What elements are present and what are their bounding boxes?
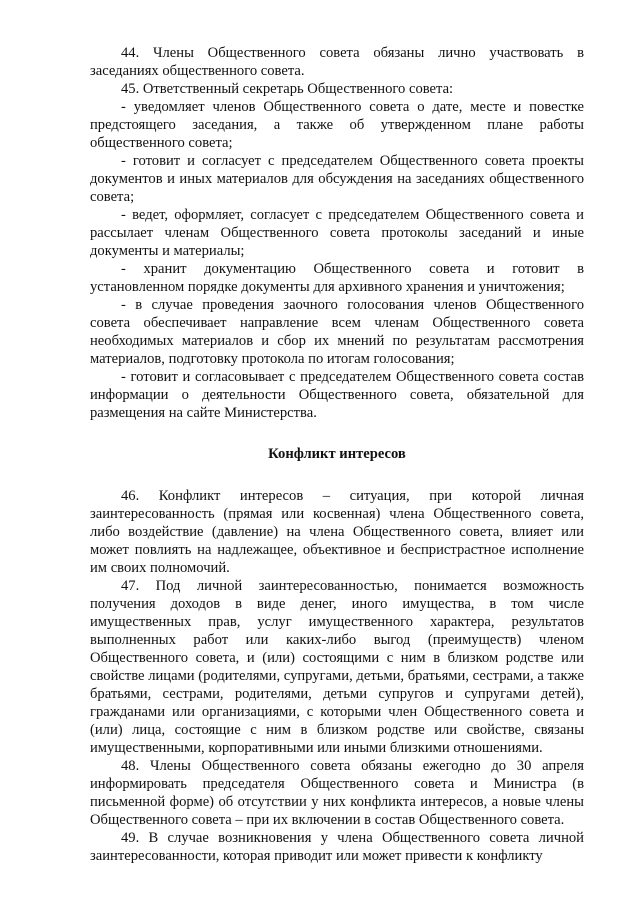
list-item-site-info: - готовит и согласовывает с председателем Общественного совета состав информации о деятельности Общественного совета, обязательной для размещения на сайте Министерства. xyxy=(90,369,584,421)
list-item-absentee-vote: - в случае проведения заочного голосования членов Общественного совета обеспечивает направление всем членам Общественного совета необходимых материалов и сбор их мнений по результатам рассмотрения материалов, подготовку протокола по итогам голосования; xyxy=(90,297,584,367)
document-page xyxy=(90,44,584,865)
paragraph-47: 47. Под личной заинтересованностью, понимается возможность получения доходов в виде денег, иного имущества, в том числе имущественных прав, услуг имущественного характера, результатов выполненных работ или каких-либо выгод (преимуществ) членом Общественного совета, и (или) состоящими с ним в близком родстве или свойстве лицами (родителями, супругами, детьми, братьями, сестрами, а также братьями, сестрами, родителями, детьми супругов и супругами детей), гражданами или организациями, с которыми член Общественного совета и (или) лица, состоящие с ним в близком родстве или свойстве, связаны имущественными, корпоративными или иными близкими отношениями. xyxy=(90,578,584,756)
list-item-archive: - хранит документацию Общественного совета и готовит в установленном порядке документы для архивного хранения и уничтожения; xyxy=(90,261,584,295)
paragraph-44: 44. Члены Общественного совета обязаны лично участвовать в заседаниях общественного совета. xyxy=(90,45,584,79)
list-item-protocols: - ведет, оформляет, согласует с председателем Общественного совета и рассылает членам Общественного совета протоколы заседаний и иные документы и материалы; xyxy=(90,207,584,259)
list-item-prepare: - готовит и согласует с председателем Общественного совета проекты документов и иных материалов для обсуждения на заседаниях общественного совета; xyxy=(90,153,584,205)
paragraph-49: 49. В случае возникновения у члена Общественного совета личной заинтересованности, которая приводит или может привести к конфликту xyxy=(90,830,584,864)
paragraph-46: 46. Конфликт интересов – ситуация, при которой личная заинтересованность (прямая или косвенная) члена Общественного совета, либо воздействие (давление) на члена Общественного совета, влияет или может повлиять на надлежащее, объективное и беспристрастное исполнение им своих полномочий. xyxy=(90,488,584,576)
list-item-notify: - уведомляет членов Общественного совета о дате, месте и повестке предстоящего заседания, а также об утвержденном плане работы общественного совета; xyxy=(90,99,584,151)
paragraph-48: 48. Члены Общественного совета обязаны ежегодно до 30 апреля информировать председателя Общественного совета и Министра (в письменной форме) об отсутствии у них конфликта интересов, а новые члены Общественного совета – при их включении в состав Общественного совета. xyxy=(90,758,584,828)
section-heading: Конфликт интересов xyxy=(268,446,406,462)
paragraph-45: 45. Ответственный секретарь Общественного совета: xyxy=(121,81,454,97)
